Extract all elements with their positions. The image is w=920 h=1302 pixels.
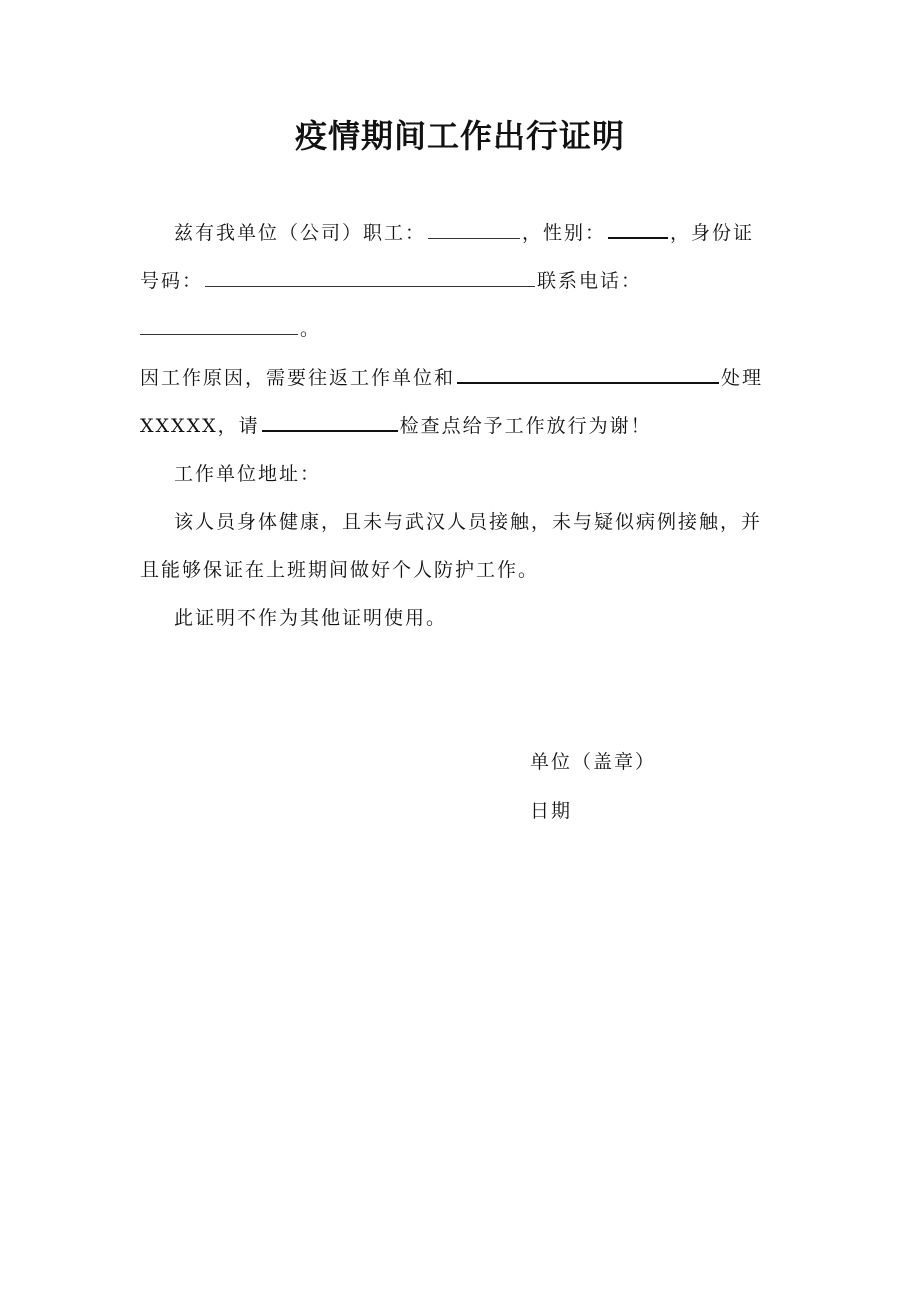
sentence-end: 。 [300,318,322,340]
request-text: XXXXX，请 [140,415,260,437]
gender-blank [608,219,668,239]
employee-info-line-2 [140,268,642,294]
health-statement-line-2: 且能够保证在上班期间做好个人防护工作。 [140,559,540,581]
id-number-label: 号码： [140,270,204,292]
date-label: 日期 [530,800,573,822]
gender-label: ，性别： [522,222,607,244]
health-statement-line-1: 该人员身体健康，且未与武汉人员接触，未与疑似病例接触，并 [174,511,763,533]
work-reason-text: 因工作原因，需要往返工作单位和 [140,367,456,389]
id-number-blank [205,268,535,287]
handle-text: 处理 [721,367,764,389]
phone-number-blank [140,316,298,335]
work-reason-line-2 [140,412,652,439]
work-reason-line-1 [140,364,763,391]
disclaimer-text: 此证明不作为其他证明使用。 [174,607,448,629]
destination-blank [457,364,719,384]
document-title: 疫情期间工作出行证明 [294,117,625,155]
phone-label: 联系电话： [537,270,643,292]
work-address-label: 工作单位地址： [174,463,322,485]
employee-intro-text: 兹有我单位（公司）职工： [174,222,427,244]
employee-info-line-1 [174,219,754,246]
employee-name-blank [428,220,520,239]
unit-seal-label: 单位（盖章） [530,751,657,773]
employee-info-line-3 [140,316,321,342]
checkpoint-blank [262,412,398,432]
checkpoint-text: 检查点给予工作放行为谢！ [399,415,652,437]
id-card-label: ，身份证 [670,222,755,244]
